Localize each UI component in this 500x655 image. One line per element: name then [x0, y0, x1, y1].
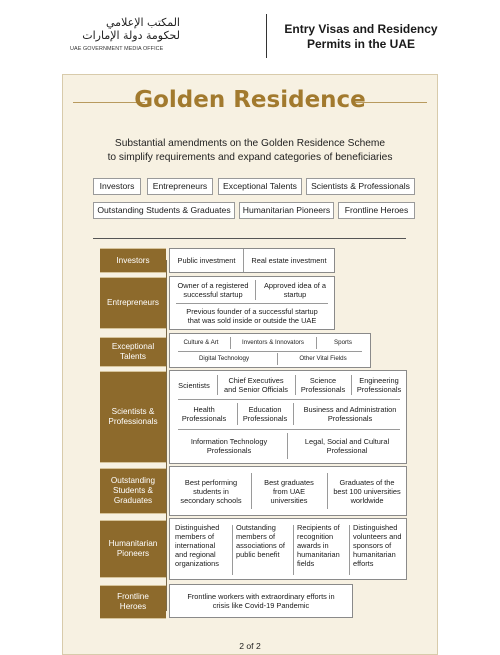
tag-humanitarian-pioneers: Humanitarian Pioneers: [239, 202, 334, 219]
page-number: 2 of 2: [239, 641, 261, 651]
tree-connector-line: [166, 260, 167, 611]
page-header: [0, 0, 500, 70]
item-text: Distinguished: [353, 523, 398, 532]
item-scientists: Scientists: [178, 380, 210, 390]
item-engineering-professionals: [352, 373, 406, 397]
item-text: Graduates of the: [339, 477, 395, 487]
investors-items: [169, 248, 335, 273]
category-label-line: Pioneers: [116, 549, 150, 558]
category-label-line: Students &: [112, 486, 154, 495]
item-divider: [178, 429, 400, 430]
category-investors: [100, 248, 166, 273]
category-entrepreneurs: [100, 277, 166, 329]
item-legal-social-cultural: [288, 431, 406, 461]
item-award-recipients: [297, 523, 349, 577]
item-divider: [349, 525, 350, 575]
item-text: Legal, Social and Cultural: [304, 437, 390, 446]
item-science-professionals: [296, 373, 350, 397]
item-text: successful startup: [183, 290, 243, 299]
tag-investors: Investors: [93, 178, 141, 195]
category-frontline-heroes: [100, 585, 166, 619]
item-education-professionals: [238, 401, 292, 427]
item-divider: [178, 399, 400, 400]
item-text: members of: [236, 532, 276, 541]
item-best-uae-graduates: [252, 469, 326, 513]
item-text: Approved idea of a: [263, 281, 327, 290]
category-scientists-professionals: [100, 371, 166, 463]
item-public-benefit-members: [236, 523, 294, 577]
item-business-administration: [294, 401, 406, 427]
category-label-line: Heroes: [119, 602, 147, 611]
category-outstanding-students: [100, 468, 166, 514]
item-international-org-members: [175, 523, 231, 577]
category-label-line: Scientists &: [111, 407, 155, 416]
tag-frontline-heroes: Frontline Heroes: [338, 202, 415, 219]
item-text: Recipients of: [297, 523, 340, 532]
item-text: recognition: [297, 532, 334, 541]
item-divider: [176, 303, 328, 304]
item-text: sponsors of: [353, 541, 392, 550]
media-office-logo: [70, 16, 180, 56]
item-text: associations of: [236, 541, 285, 550]
tag-scientists-professionals: Scientists & Professionals: [306, 178, 415, 195]
humanitarian-items: [169, 518, 407, 580]
document-title-line1: Entry Visas and Residency: [284, 22, 438, 36]
item-text: students in: [193, 486, 229, 496]
subtitle-line2: to simplify requirements and expand categories of beneficiaries: [107, 152, 393, 163]
logo-arabic-text: [82, 16, 180, 42]
item-text: Professionals: [181, 414, 227, 423]
category-label-line: Graduates: [113, 496, 153, 505]
category-label-line: Professionals: [108, 417, 158, 426]
item-text: Professionals: [206, 446, 252, 455]
item-public-investment: Public investment: [177, 256, 236, 265]
item-culture-art: Culture & Art: [183, 339, 219, 346]
subtitle-line1: Substantial amendments on the Golden Residence Scheme: [114, 138, 386, 149]
item-text: worldwide: [350, 495, 384, 505]
item-text: Science: [309, 376, 337, 385]
item-text: Best graduates: [264, 477, 314, 487]
section-separator: [93, 238, 406, 239]
panel-title: Golden Residence: [134, 87, 366, 113]
item-text: Professionals: [356, 385, 402, 394]
header-divider: [266, 14, 267, 58]
item-previous-startup-founder: [170, 305, 334, 327]
item-it-professionals: [172, 431, 286, 461]
item-text: Best performing: [184, 477, 238, 487]
item-text: Previous founder of a successful startup: [186, 307, 318, 316]
item-text: from UAE: [272, 486, 306, 496]
item-text: and regional: [175, 550, 216, 559]
item-text: Engineering: [359, 376, 399, 385]
item-text: that was sold inside or outside the UAE: [187, 316, 317, 325]
item-text: international: [175, 541, 216, 550]
scientists-items: [169, 370, 407, 464]
item-divider: [232, 525, 233, 575]
item-text: Professionals: [242, 414, 288, 423]
item-text: Professionals: [327, 414, 373, 423]
item-approved-startup-idea: [256, 279, 334, 301]
item-text: secondary schools: [180, 495, 242, 505]
item-text: volunteers and: [353, 532, 402, 541]
item-inventors-innovators: Inventors & Innovators: [242, 339, 304, 346]
category-investors-label: Investors: [116, 255, 150, 265]
item-digital-technology: Digital Technology: [198, 355, 250, 362]
item-text: Information Technology: [190, 437, 268, 446]
document-title-line2: Permits in the UAE: [306, 37, 416, 51]
item-text: organizations: [175, 559, 219, 568]
item-text: fields: [297, 559, 315, 568]
category-entrepreneurs-label: Entrepreneurs: [107, 298, 159, 307]
item-other-vital-fields: Other Vital Fields: [299, 355, 347, 362]
item-text: universities: [270, 495, 308, 505]
category-humanitarian-pioneers: [100, 520, 166, 578]
logo-arabic-line1: المكتب الإعلامي: [106, 16, 180, 29]
category-label-line: Humanitarian: [108, 539, 158, 548]
item-text: awards in: [297, 541, 329, 550]
category-exceptional-talents: [100, 337, 166, 367]
tag-entrepreneurs: Entrepreneurs: [147, 178, 213, 195]
entrepreneurs-items: [169, 276, 335, 330]
item-registered-startup-owner: [172, 279, 254, 301]
category-label-line: Outstanding: [110, 476, 156, 485]
logo-arabic-line2: لحكومة دولة الإمارات: [82, 29, 180, 42]
item-frontline-workers: [170, 585, 352, 617]
item-sports: Sports: [334, 339, 352, 346]
tag-exceptional-talents: Exceptional Talents: [218, 178, 302, 195]
item-text: Health: [193, 405, 215, 414]
item-best-performing-students: [172, 469, 250, 513]
item-real-estate-investment: Real estate investment: [251, 256, 327, 265]
panel-subtitle: [63, 137, 437, 165]
item-text: members of: [175, 532, 215, 541]
item-text: Professionals: [300, 385, 346, 394]
item-text: Frontline workers with extraordinary efforts in: [187, 592, 335, 601]
golden-residence-panel: [62, 74, 438, 655]
item-text: humanitarian: [353, 550, 396, 559]
item-text: Outstanding: [236, 523, 276, 532]
item-text: Owner of a registered: [177, 281, 249, 290]
students-items: [169, 466, 407, 516]
item-text: crisis like Covid-19 Pandemic: [212, 601, 310, 610]
item-text: and Senior Officials: [224, 385, 288, 394]
item-text: Education: [248, 405, 282, 414]
item-text: Chief Executives: [228, 376, 284, 385]
item-text: efforts: [353, 559, 374, 568]
item-health-professionals: [172, 401, 236, 427]
category-label-line: Frontline: [117, 592, 149, 601]
category-label-line: Exceptional: [111, 342, 155, 351]
item-volunteers-sponsors: [353, 523, 407, 577]
item-text: humanitarian: [297, 550, 340, 559]
item-text: public benefit: [236, 550, 280, 559]
item-top-100-university-graduates: [328, 469, 406, 513]
item-text: startup: [283, 290, 307, 299]
talents-items: [169, 333, 371, 368]
item-text: Business and Administration: [303, 405, 397, 414]
tag-outstanding-students: Outstanding Students & Graduates: [93, 202, 235, 219]
logo-english-text: UAE GOVERNMENT MEDIA OFFICE: [70, 46, 164, 52]
item-text: best 100 universities: [333, 486, 401, 496]
frontline-items: [169, 584, 353, 618]
item-text: Professional: [326, 446, 368, 455]
item-text: Distinguished: [175, 523, 220, 532]
document-title: [276, 22, 446, 52]
category-label-line: Talents: [120, 352, 146, 361]
item-divider: [293, 525, 294, 575]
item-chief-executives: [218, 373, 294, 397]
